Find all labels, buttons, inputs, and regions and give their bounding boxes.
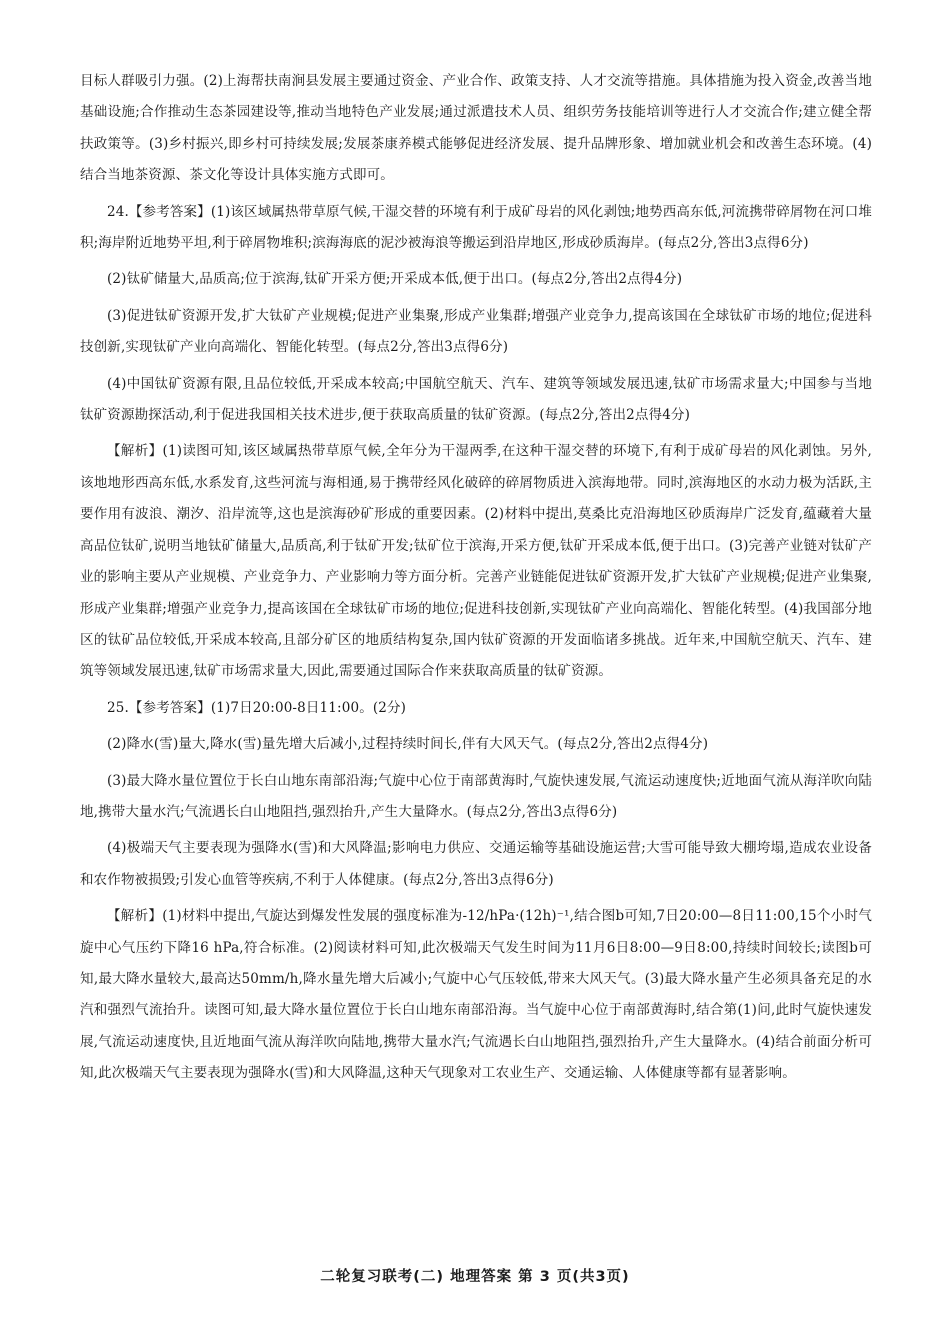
answer-content: [80, 66, 872, 1095]
paragraph-24-answer-4: (4)中国钛矿资源有限,且品位较低,开采成本较高;中国航空航天、汽车、建筑等领域发展迅速,钛矿市场需求量大;中国参与当地钛矿资源勘探活动,利于促进我国相关技术进步,便于获取高质量的钛矿资源。(每点2分,答出2点得4分): [80, 375, 872, 424]
paragraph-24-answer-2: (2)钛矿储量大,品质高;位于滨海,钛矿开采方便;开采成本低,便于出口。(每点2分,答出2点得4分): [107, 271, 683, 288]
paragraph-25-answer-2: (2)降水(雪)量大,降水(雪)量先增大后减小,过程持续时间长,伴有大风天气。(每点2分,答出2点得4分): [107, 736, 709, 753]
paragraph-25-analysis: 【解析】(1)材料中提出,气旋达到爆发性发展的强度标准为-12/hPa·(12h)⁻¹,结合图b可知,7日20:00—8日11:00,15个小时气旋中心气压约下降16 hPa,符合标准。(2)阅读材料可知,此次极端天气发生时间为11月6日8:00—9日8:00,持续时间较长;读图b可知,最大降水量较大,最高达50mm/h,降水量先增大后减小;气旋中心气压较低,带来大风天气。(3)最大降水量产生必须具备充足的水汽和强烈气流抬升。读图可知,最大降水量位置位于长白山地东南部沿海。当气旋中心位于南部黄海时,结合第(1)问,此时气旋快速发展,气流运动速度快,且近地面气流从海洋吹向陆地,携带大量水汽;气流遇长白山地阻挡,强烈抬升,产生大量降水。(4)结合前面分析可知,此次极端天气主要表现为强降水(雪)和大风降温,这种天气现象对工农业生产、交通运输、人体健康等都有显著影响。: [80, 908, 872, 1082]
paragraph-25-answer-4: (4)极端天气主要表现为强降水(雪)和大风降温;影响电力供应、交通运输等基础设施运营;大雪可能导致大棚垮塌,造成农业设备和农作物被损毁;引发心血管等疾病,不利于人体健康。(每点2分,答出3点得6分): [80, 840, 872, 888]
page-footer: 二轮复习联考(二) 地理答案 第 3 页(共3页): [320, 1269, 630, 1285]
paragraph-24-analysis: 【解析】(1)读图可知,该区域属热带草原气候,全年分为干湿两季,在这种干湿交替的环境下,有利于成矿母岩的风化剥蚀。另外,该地地形西高东低,水系发育,这些河流与海相通,易于携带经风化破碎的碎屑物质进入滨海地带。同时,滨海地区的水动力极为活跃,主要作用有波浪、潮汐、沿岸流等,这也是滨海砂矿形成的重要因素。(2)材料中提出,莫桑比克沿海地区砂质海岸广泛发育,蕴藏着大量高品位钛矿,说明当地钛矿储量大,品质高,利于钛矿开发;钛矿位于滨海,开采方便,钛矿开采成本低,便于出口。(3)完善产业链对钛矿产业的影响主要从产业规模、产业竞争力、产业影响力等方面分析。完善产业链能促进钛矿资源开发,扩大钛矿产业规模;促进产业集聚,形成产业集群;增强产业竞争力,提高该国在全球钛矿市场的地位;促进科技创新,实现钛矿产业向高端化、智能化转型。(4)我国部分地区的钛矿品位较低,开采成本较高,且部分矿区的地质结构复杂,国内钛矿资源的开发面临诸多挑战。近年来,中国航空航天、汽车、建筑等领域发展迅速,钛矿市场需求量大,因此,需要通过国际合作来获取高质量的钛矿资源。: [80, 443, 872, 680]
paragraph-23-continued: 目标人群吸引力强。(2)上海帮扶南涧县发展主要通过资金、产业合作、政策支持、人才交流等措施。具体措施为投入资金,改善当地基础设施;合作推动生态茶园建设等,推动当地特色产业发展;通过派遣技术人员、组织劳务技能培训等进行人才交流合作;建立健全帮扶政策等。(3)乡村振兴,即乡村可持续发展;发展茶康养模式能够促进经济发展、提升品牌形象、增加就业机会和改善生态环境。(4)结合当地茶资源、茶文化等设计具体实施方式即可。: [80, 73, 872, 184]
paragraph-24-answer-1: 24.【参考答案】(1)该区域属热带草原气候,干湿交替的环境有利于成矿母岩的风化剥蚀;地势西高东低,河流携带碎屑物在河口堆积;海岸附近地势平坦,利于碎屑物堆积;滨海海底的泥沙被海浪等搬运到沿岸地区,形成砂质海岸。(每点2分,答出3点得6分): [80, 203, 872, 252]
paragraph-25-answer-3: (3)最大降水量位置位于长白山地东南部沿海;气旋中心位于南部黄海时,气旋快速发展,气流运动速度快;近地面气流从海洋吹向陆地,携带大量水汽;气流遇长白山地阻挡,强烈抬升,产生大量降水。(每点2分,答出3点得6分): [80, 772, 872, 820]
paragraph-24-answer-3: (3)促进钛矿资源开发,扩大钛矿产业规模;促进产业集聚,形成产业集群;增强产业竞争力,提高该国在全球钛矿市场的地位;促进科技创新,实现钛矿产业向高端化、智能化转型。(每点2分,答出3点得6分): [80, 307, 872, 356]
paragraph-25-answer-1: 25.【参考答案】(1)7日20:00-8日11:00。(2分): [107, 699, 407, 716]
